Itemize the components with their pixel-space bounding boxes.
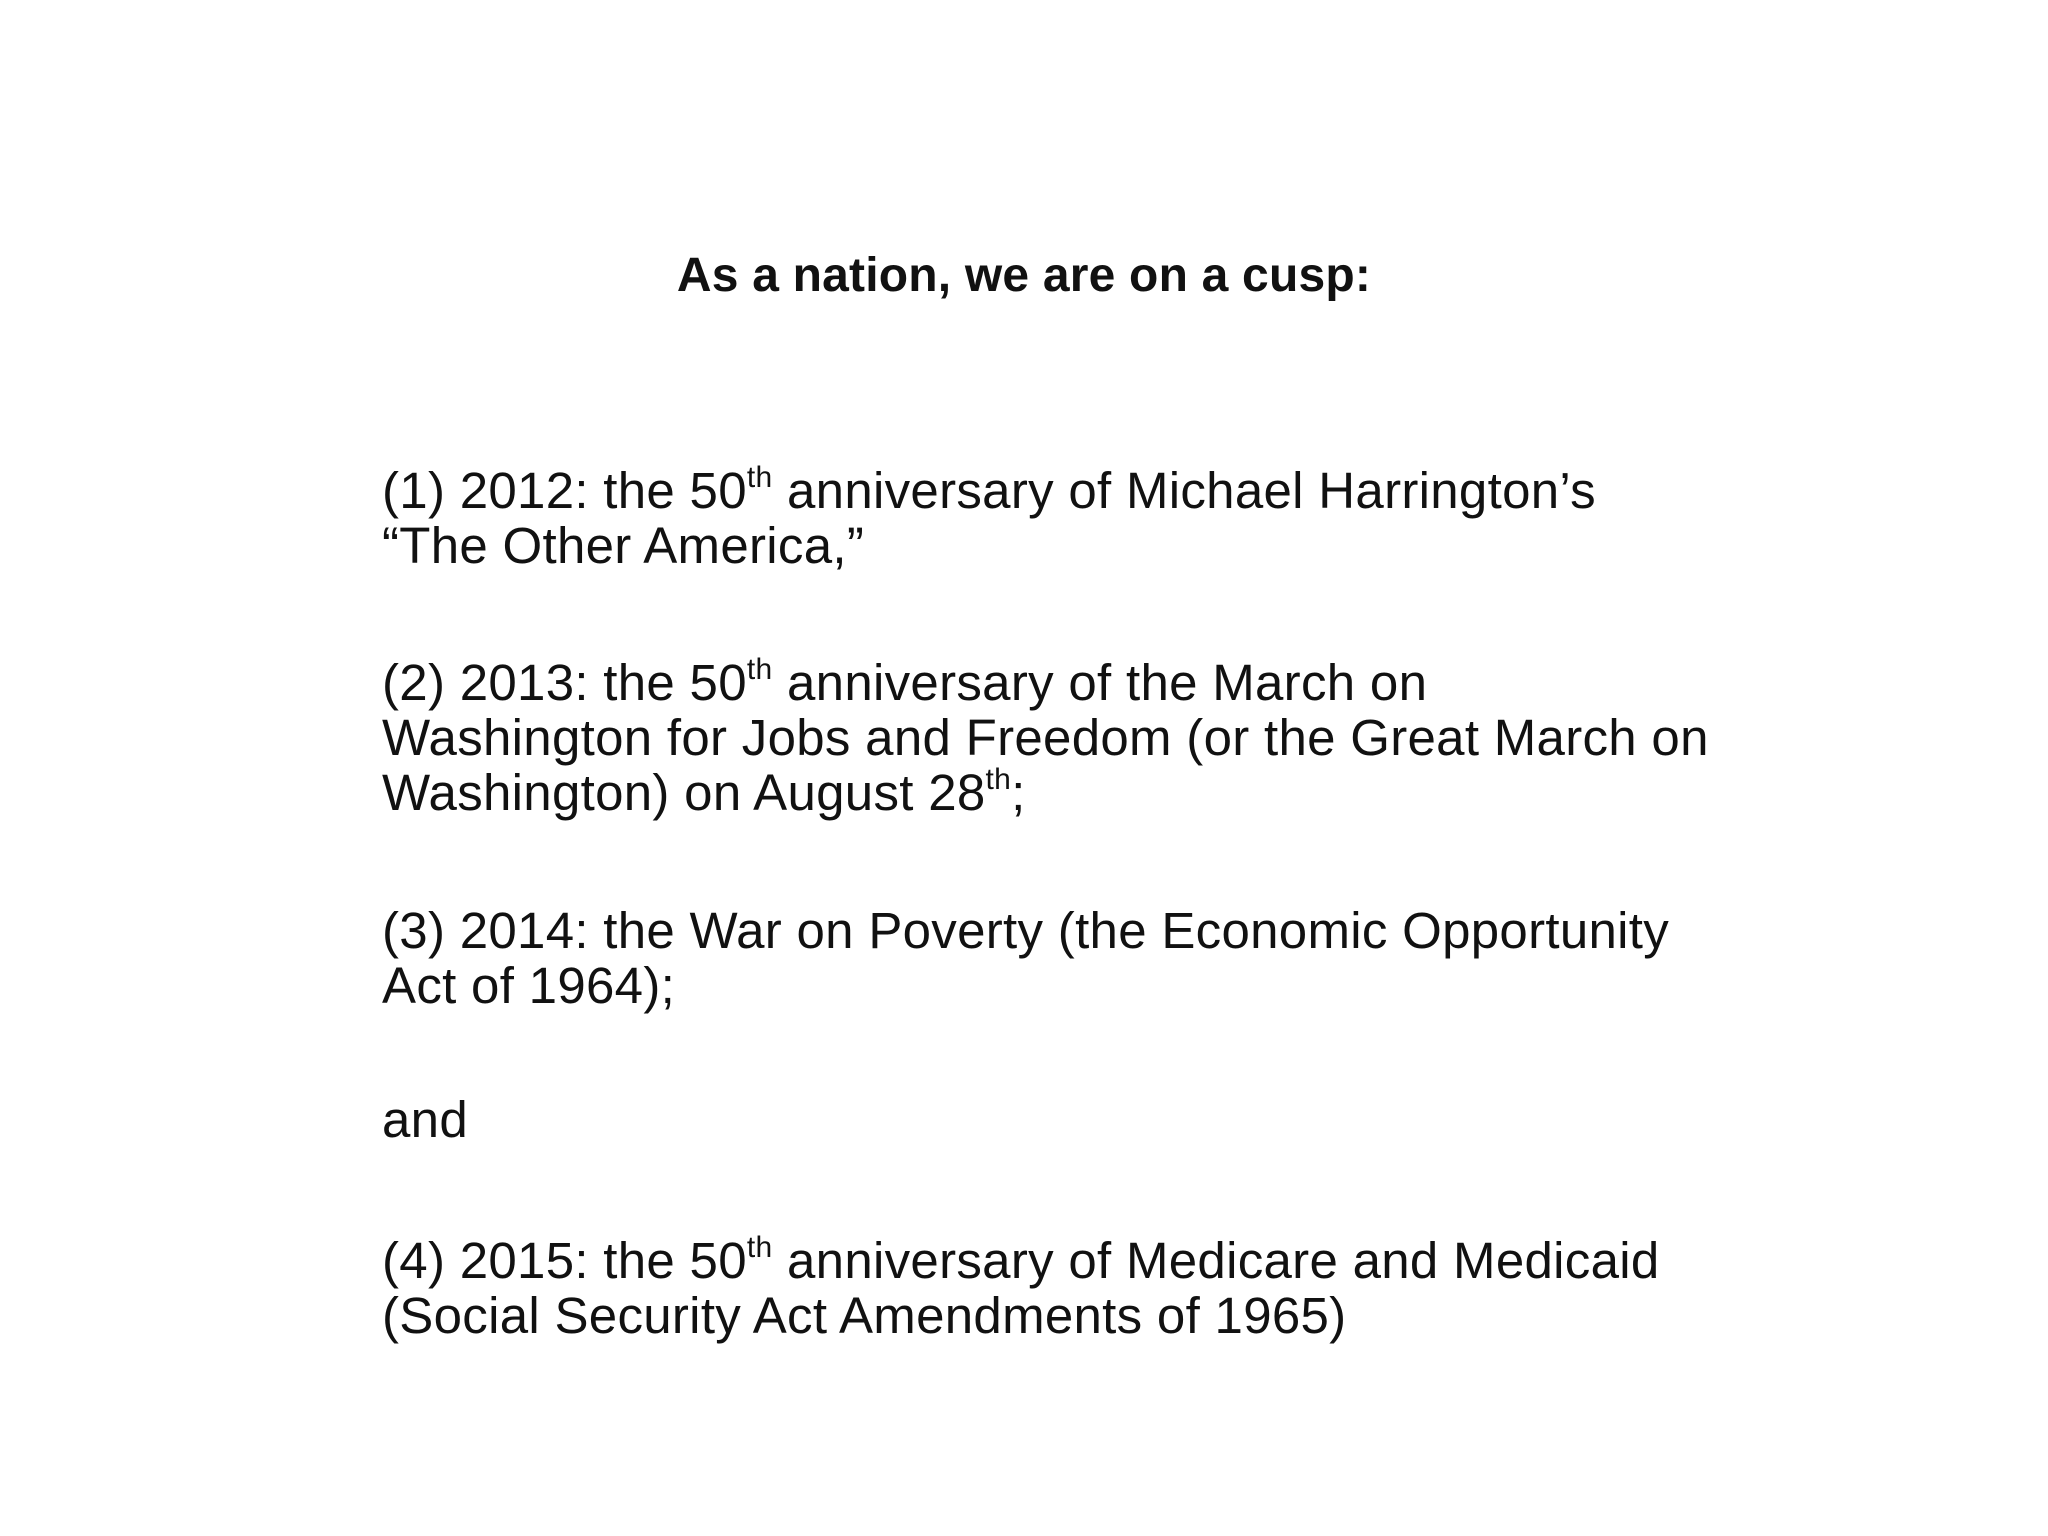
list-item-4	[382, 1233, 1782, 1343]
list-item-3-line-1: (3) 2014: the War on Poverty (the Economic Opportunity	[382, 902, 1670, 959]
list-item-2-line-2: Washington for Jobs and Freedom (or the Great March on	[382, 709, 1709, 766]
list-item-1-line-1: (1) 2012: the 50th anniversary of Michael Harrington’s	[382, 461, 1596, 519]
list-item-2-line-1: (2) 2013: the 50th anniversary of the March on	[382, 653, 1428, 711]
list-item-1	[382, 463, 1782, 573]
list-item-2	[382, 655, 1782, 820]
superscript-ordinal: th	[746, 653, 773, 686]
superscript-ordinal: th	[746, 461, 773, 494]
list-item-1-line-2: “The Other America,”	[382, 517, 865, 574]
list-item-4-line-1: (4) 2015: the 50th anniversary of Medicare and Medicaid	[382, 1231, 1660, 1289]
slide-title: As a nation, we are on a cusp:	[676, 249, 1372, 302]
superscript-ordinal: th	[746, 1231, 773, 1264]
conjunction-and: and	[382, 1091, 468, 1148]
list-item-3-line-2: Act of 1964);	[382, 957, 676, 1014]
superscript-ordinal: th	[985, 763, 1012, 796]
list-item-3	[382, 903, 1782, 1013]
list-item-2-line-3: Washington) on August 28th;	[382, 763, 1026, 821]
list-item-4-line-2: (Social Security Act Amendments of 1965)	[382, 1287, 1347, 1344]
